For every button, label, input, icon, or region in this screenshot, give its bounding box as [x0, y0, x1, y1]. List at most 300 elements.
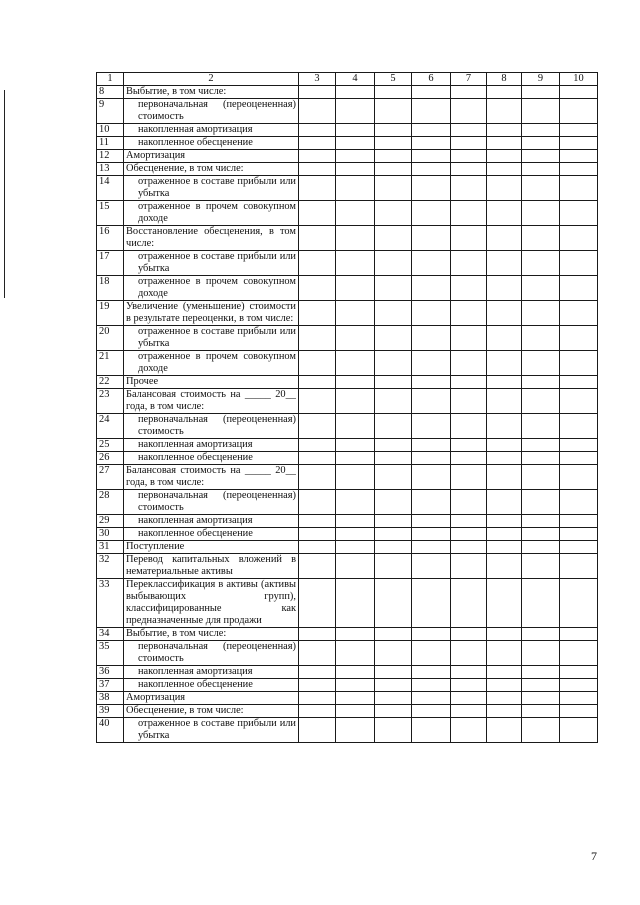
value-cell[interactable]	[299, 465, 336, 490]
value-cell[interactable]	[299, 86, 336, 99]
value-cell[interactable]	[487, 226, 522, 251]
value-cell[interactable]	[560, 541, 598, 554]
value-cell[interactable]	[375, 276, 412, 301]
value-cell[interactable]	[299, 579, 336, 628]
column-header: 2	[124, 73, 299, 86]
value-cell[interactable]	[522, 452, 560, 465]
value-cell[interactable]	[375, 86, 412, 99]
value-cell[interactable]	[487, 326, 522, 351]
value-cell[interactable]	[451, 628, 487, 641]
value-cell[interactable]	[560, 666, 598, 679]
row-number: 20	[97, 326, 124, 351]
value-cell[interactable]	[412, 528, 451, 541]
value-cell[interactable]	[412, 554, 451, 579]
value-cell[interactable]	[336, 201, 375, 226]
value-cell[interactable]	[560, 515, 598, 528]
value-cell[interactable]	[522, 276, 560, 301]
value-cell[interactable]	[375, 439, 412, 452]
value-cell[interactable]	[522, 692, 560, 705]
value-cell[interactable]	[375, 679, 412, 692]
value-cell[interactable]	[487, 692, 522, 705]
value-cell[interactable]	[560, 226, 598, 251]
value-cell[interactable]	[560, 137, 598, 150]
value-cell[interactable]	[336, 465, 375, 490]
value-cell[interactable]	[451, 490, 487, 515]
value-cell[interactable]	[299, 541, 336, 554]
value-cell[interactable]	[336, 163, 375, 176]
value-cell[interactable]	[299, 666, 336, 679]
value-cell[interactable]	[299, 452, 336, 465]
value-cell[interactable]	[299, 705, 336, 718]
value-cell[interactable]	[560, 276, 598, 301]
value-cell[interactable]	[487, 276, 522, 301]
value-cell[interactable]	[412, 641, 451, 666]
value-cell[interactable]	[487, 150, 522, 163]
value-cell[interactable]	[560, 176, 598, 201]
value-cell[interactable]	[375, 376, 412, 389]
value-cell[interactable]	[560, 99, 598, 124]
value-cell[interactable]	[412, 490, 451, 515]
value-cell[interactable]	[412, 276, 451, 301]
value-cell[interactable]	[375, 490, 412, 515]
value-cell[interactable]	[299, 276, 336, 301]
value-cell[interactable]	[299, 376, 336, 389]
value-cell[interactable]	[560, 351, 598, 376]
value-cell[interactable]	[336, 515, 375, 528]
row-number: 28	[97, 490, 124, 515]
value-cell[interactable]	[560, 528, 598, 541]
value-cell[interactable]	[299, 351, 336, 376]
value-cell[interactable]	[336, 579, 375, 628]
value-cell[interactable]	[375, 226, 412, 251]
value-cell[interactable]	[522, 666, 560, 679]
value-cell[interactable]	[522, 641, 560, 666]
value-cell[interactable]	[451, 86, 487, 99]
table-row	[97, 137, 598, 150]
value-cell[interactable]	[336, 414, 375, 439]
value-cell[interactable]	[299, 414, 336, 439]
value-cell[interactable]	[299, 718, 336, 743]
value-cell[interactable]	[336, 641, 375, 666]
value-cell[interactable]	[412, 201, 451, 226]
value-cell[interactable]	[522, 301, 560, 326]
value-cell[interactable]	[375, 692, 412, 705]
row-label: первоначальная (переоцененная) стоимость	[124, 414, 299, 439]
value-cell[interactable]	[299, 150, 336, 163]
value-cell[interactable]	[412, 301, 451, 326]
table-row	[97, 705, 598, 718]
value-cell[interactable]	[522, 376, 560, 389]
row-label: накопленное обесценение	[124, 452, 299, 465]
value-cell[interactable]	[560, 718, 598, 743]
column-header: 9	[522, 73, 560, 86]
value-cell[interactable]	[560, 452, 598, 465]
value-cell[interactable]	[451, 99, 487, 124]
value-cell[interactable]	[451, 439, 487, 452]
value-cell[interactable]	[336, 541, 375, 554]
value-cell[interactable]	[451, 515, 487, 528]
value-cell[interactable]	[375, 718, 412, 743]
value-cell[interactable]	[451, 226, 487, 251]
value-cell[interactable]	[522, 351, 560, 376]
value-cell[interactable]	[299, 515, 336, 528]
value-cell[interactable]	[299, 628, 336, 641]
value-cell[interactable]	[451, 465, 487, 490]
value-cell[interactable]	[487, 718, 522, 743]
value-cell[interactable]	[451, 554, 487, 579]
value-cell[interactable]	[451, 705, 487, 718]
value-cell[interactable]	[451, 541, 487, 554]
value-cell[interactable]	[412, 86, 451, 99]
value-cell[interactable]	[487, 251, 522, 276]
value-cell[interactable]	[451, 176, 487, 201]
row-number: 17	[97, 251, 124, 276]
value-cell[interactable]	[412, 137, 451, 150]
row-number: 39	[97, 705, 124, 718]
value-cell[interactable]	[336, 351, 375, 376]
value-cell[interactable]	[487, 465, 522, 490]
value-cell[interactable]	[412, 251, 451, 276]
value-cell[interactable]	[375, 137, 412, 150]
value-cell[interactable]	[412, 99, 451, 124]
value-cell[interactable]	[560, 439, 598, 452]
value-cell[interactable]	[412, 452, 451, 465]
value-cell[interactable]	[412, 176, 451, 201]
value-cell[interactable]	[375, 528, 412, 541]
value-cell[interactable]	[299, 251, 336, 276]
value-cell[interactable]	[487, 99, 522, 124]
value-cell[interactable]	[560, 124, 598, 137]
table-row	[97, 276, 598, 301]
value-cell[interactable]	[560, 465, 598, 490]
value-cell[interactable]	[336, 137, 375, 150]
value-cell[interactable]	[375, 628, 412, 641]
value-cell[interactable]	[522, 389, 560, 414]
value-cell[interactable]	[336, 705, 375, 718]
value-cell[interactable]	[375, 515, 412, 528]
row-number: 13	[97, 163, 124, 176]
value-cell[interactable]	[412, 414, 451, 439]
value-cell[interactable]	[299, 679, 336, 692]
value-cell[interactable]	[487, 528, 522, 541]
value-cell[interactable]	[412, 226, 451, 251]
value-cell[interactable]	[451, 326, 487, 351]
value-cell[interactable]	[299, 692, 336, 705]
value-cell[interactable]	[375, 666, 412, 679]
value-cell[interactable]	[522, 414, 560, 439]
value-cell[interactable]	[412, 326, 451, 351]
value-cell[interactable]	[522, 163, 560, 176]
value-cell[interactable]	[487, 541, 522, 554]
value-cell[interactable]	[336, 176, 375, 201]
value-cell[interactable]	[336, 389, 375, 414]
value-cell[interactable]	[560, 376, 598, 389]
value-cell[interactable]	[560, 705, 598, 718]
value-cell[interactable]	[487, 490, 522, 515]
value-cell[interactable]	[299, 176, 336, 201]
value-cell[interactable]	[412, 666, 451, 679]
table-header	[97, 73, 598, 86]
value-cell[interactable]	[560, 389, 598, 414]
value-cell[interactable]	[487, 86, 522, 99]
value-cell[interactable]	[299, 201, 336, 226]
value-cell[interactable]	[451, 251, 487, 276]
value-cell[interactable]	[336, 439, 375, 452]
value-cell[interactable]	[412, 163, 451, 176]
value-cell[interactable]	[487, 301, 522, 326]
row-number: 16	[97, 226, 124, 251]
value-cell[interactable]	[487, 351, 522, 376]
column-header: 1	[97, 73, 124, 86]
value-cell[interactable]	[299, 389, 336, 414]
value-cell[interactable]	[487, 137, 522, 150]
value-cell[interactable]	[412, 439, 451, 452]
value-cell[interactable]	[560, 641, 598, 666]
value-cell[interactable]	[522, 99, 560, 124]
row-label: Балансовая стоимость на _____ 20__ года, в том числе:	[124, 465, 299, 490]
value-cell[interactable]	[299, 301, 336, 326]
row-number: 31	[97, 541, 124, 554]
value-cell[interactable]	[336, 150, 375, 163]
value-cell[interactable]	[522, 86, 560, 99]
value-cell[interactable]	[487, 554, 522, 579]
value-cell[interactable]	[336, 679, 375, 692]
row-label: Обесценение, в том числе:	[124, 705, 299, 718]
value-cell[interactable]	[451, 579, 487, 628]
value-cell[interactable]	[522, 124, 560, 137]
value-cell[interactable]	[522, 137, 560, 150]
value-cell[interactable]	[487, 705, 522, 718]
value-cell[interactable]	[487, 666, 522, 679]
value-cell[interactable]	[522, 554, 560, 579]
value-cell[interactable]	[522, 628, 560, 641]
value-cell[interactable]	[412, 692, 451, 705]
value-cell[interactable]	[412, 541, 451, 554]
value-cell[interactable]	[375, 641, 412, 666]
row-number: 26	[97, 452, 124, 465]
value-cell[interactable]	[336, 718, 375, 743]
value-cell[interactable]	[522, 251, 560, 276]
value-cell[interactable]	[375, 579, 412, 628]
value-cell[interactable]	[451, 692, 487, 705]
value-cell[interactable]	[336, 628, 375, 641]
value-cell[interactable]	[451, 414, 487, 439]
value-cell[interactable]	[560, 251, 598, 276]
value-cell[interactable]	[375, 541, 412, 554]
value-cell[interactable]	[451, 452, 487, 465]
value-cell[interactable]	[412, 389, 451, 414]
value-cell[interactable]	[451, 528, 487, 541]
value-cell[interactable]	[375, 251, 412, 276]
value-cell[interactable]	[375, 389, 412, 414]
value-cell[interactable]	[336, 376, 375, 389]
value-cell[interactable]	[522, 176, 560, 201]
value-cell[interactable]	[412, 465, 451, 490]
value-cell[interactable]	[451, 666, 487, 679]
value-cell[interactable]	[487, 679, 522, 692]
value-cell[interactable]	[522, 439, 560, 452]
value-cell[interactable]	[375, 554, 412, 579]
value-cell[interactable]	[336, 226, 375, 251]
row-number: 10	[97, 124, 124, 137]
value-cell[interactable]	[522, 515, 560, 528]
value-cell[interactable]	[522, 528, 560, 541]
value-cell[interactable]	[336, 554, 375, 579]
value-cell[interactable]	[412, 579, 451, 628]
value-cell[interactable]	[299, 326, 336, 351]
value-cell[interactable]	[487, 163, 522, 176]
value-cell[interactable]	[522, 326, 560, 351]
value-cell[interactable]	[375, 301, 412, 326]
value-cell[interactable]	[299, 490, 336, 515]
value-cell[interactable]	[451, 351, 487, 376]
value-cell[interactable]	[560, 679, 598, 692]
value-cell[interactable]	[451, 124, 487, 137]
value-cell[interactable]	[560, 201, 598, 226]
value-cell[interactable]	[375, 705, 412, 718]
value-cell[interactable]	[451, 137, 487, 150]
value-cell[interactable]	[522, 226, 560, 251]
value-cell[interactable]	[522, 490, 560, 515]
table-row	[97, 150, 598, 163]
value-cell[interactable]	[299, 554, 336, 579]
value-cell[interactable]	[336, 276, 375, 301]
value-cell[interactable]	[451, 163, 487, 176]
column-header: 4	[336, 73, 375, 86]
value-cell[interactable]	[451, 679, 487, 692]
value-cell[interactable]	[299, 99, 336, 124]
value-cell[interactable]	[336, 452, 375, 465]
value-cell[interactable]	[299, 124, 336, 137]
value-cell[interactable]	[412, 124, 451, 137]
value-cell[interactable]	[412, 679, 451, 692]
value-cell[interactable]	[487, 579, 522, 628]
value-cell[interactable]	[560, 150, 598, 163]
column-header: 8	[487, 73, 522, 86]
value-cell[interactable]	[336, 86, 375, 99]
value-cell[interactable]	[522, 150, 560, 163]
value-cell[interactable]	[299, 439, 336, 452]
value-cell[interactable]	[560, 579, 598, 628]
value-cell[interactable]	[412, 718, 451, 743]
value-cell[interactable]	[522, 718, 560, 743]
row-number: 9	[97, 99, 124, 124]
row-label: накопленное обесценение	[124, 679, 299, 692]
value-cell[interactable]	[560, 326, 598, 351]
value-cell[interactable]	[522, 705, 560, 718]
value-cell[interactable]	[487, 452, 522, 465]
value-cell[interactable]	[375, 124, 412, 137]
value-cell[interactable]	[412, 628, 451, 641]
value-cell[interactable]	[336, 124, 375, 137]
value-cell[interactable]	[375, 99, 412, 124]
value-cell[interactable]	[560, 490, 598, 515]
value-cell[interactable]	[412, 515, 451, 528]
value-cell[interactable]	[375, 452, 412, 465]
value-cell[interactable]	[375, 163, 412, 176]
value-cell[interactable]	[451, 150, 487, 163]
value-cell[interactable]	[451, 389, 487, 414]
value-cell[interactable]	[560, 301, 598, 326]
table-row	[97, 541, 598, 554]
value-cell[interactable]	[299, 641, 336, 666]
value-cell[interactable]	[412, 351, 451, 376]
value-cell[interactable]	[451, 641, 487, 666]
value-cell[interactable]	[375, 150, 412, 163]
row-number: 37	[97, 679, 124, 692]
value-cell[interactable]	[487, 641, 522, 666]
value-cell[interactable]	[375, 414, 412, 439]
value-cell[interactable]	[412, 376, 451, 389]
value-cell[interactable]	[336, 99, 375, 124]
row-label: накопленная амортизация	[124, 124, 299, 137]
value-cell[interactable]	[336, 326, 375, 351]
value-cell[interactable]	[487, 628, 522, 641]
value-cell[interactable]	[375, 201, 412, 226]
value-cell[interactable]	[375, 465, 412, 490]
value-cell[interactable]	[375, 176, 412, 201]
value-cell[interactable]	[336, 692, 375, 705]
value-cell[interactable]	[487, 389, 522, 414]
value-cell[interactable]	[451, 201, 487, 226]
value-cell[interactable]	[487, 515, 522, 528]
value-cell[interactable]	[522, 465, 560, 490]
value-cell[interactable]	[560, 692, 598, 705]
value-cell[interactable]	[336, 490, 375, 515]
value-cell[interactable]	[451, 376, 487, 389]
value-cell[interactable]	[451, 301, 487, 326]
value-cell[interactable]	[487, 124, 522, 137]
value-cell[interactable]	[375, 326, 412, 351]
value-cell[interactable]	[487, 414, 522, 439]
value-cell[interactable]	[560, 628, 598, 641]
value-cell[interactable]	[522, 679, 560, 692]
table-row	[97, 641, 598, 666]
value-cell[interactable]	[375, 351, 412, 376]
value-cell[interactable]	[487, 176, 522, 201]
value-cell[interactable]	[522, 541, 560, 554]
row-label: Амортизация	[124, 150, 299, 163]
value-cell[interactable]	[451, 718, 487, 743]
value-cell[interactable]	[487, 376, 522, 389]
value-cell[interactable]	[412, 705, 451, 718]
value-cell[interactable]	[451, 276, 487, 301]
value-cell[interactable]	[336, 251, 375, 276]
value-cell[interactable]	[560, 163, 598, 176]
value-cell[interactable]	[560, 86, 598, 99]
value-cell[interactable]	[560, 554, 598, 579]
value-cell[interactable]	[299, 137, 336, 150]
row-number: 24	[97, 414, 124, 439]
value-cell[interactable]	[560, 414, 598, 439]
value-cell[interactable]	[522, 201, 560, 226]
value-cell[interactable]	[487, 439, 522, 452]
row-label: Увеличение (уменьшение) стоимости в результате переоценки, в том числе:	[124, 301, 299, 326]
value-cell[interactable]	[299, 226, 336, 251]
value-cell[interactable]	[336, 301, 375, 326]
value-cell[interactable]	[522, 579, 560, 628]
row-label: первоначальная (переоцененная) стоимость	[124, 641, 299, 666]
table-row	[97, 86, 598, 99]
row-label: отраженное в составе прибыли или убытка	[124, 326, 299, 351]
value-cell[interactable]	[336, 666, 375, 679]
value-cell[interactable]	[299, 163, 336, 176]
row-label: Прочее	[124, 376, 299, 389]
value-cell[interactable]	[412, 150, 451, 163]
value-cell[interactable]	[336, 528, 375, 541]
value-cell[interactable]	[299, 528, 336, 541]
value-cell[interactable]	[487, 201, 522, 226]
